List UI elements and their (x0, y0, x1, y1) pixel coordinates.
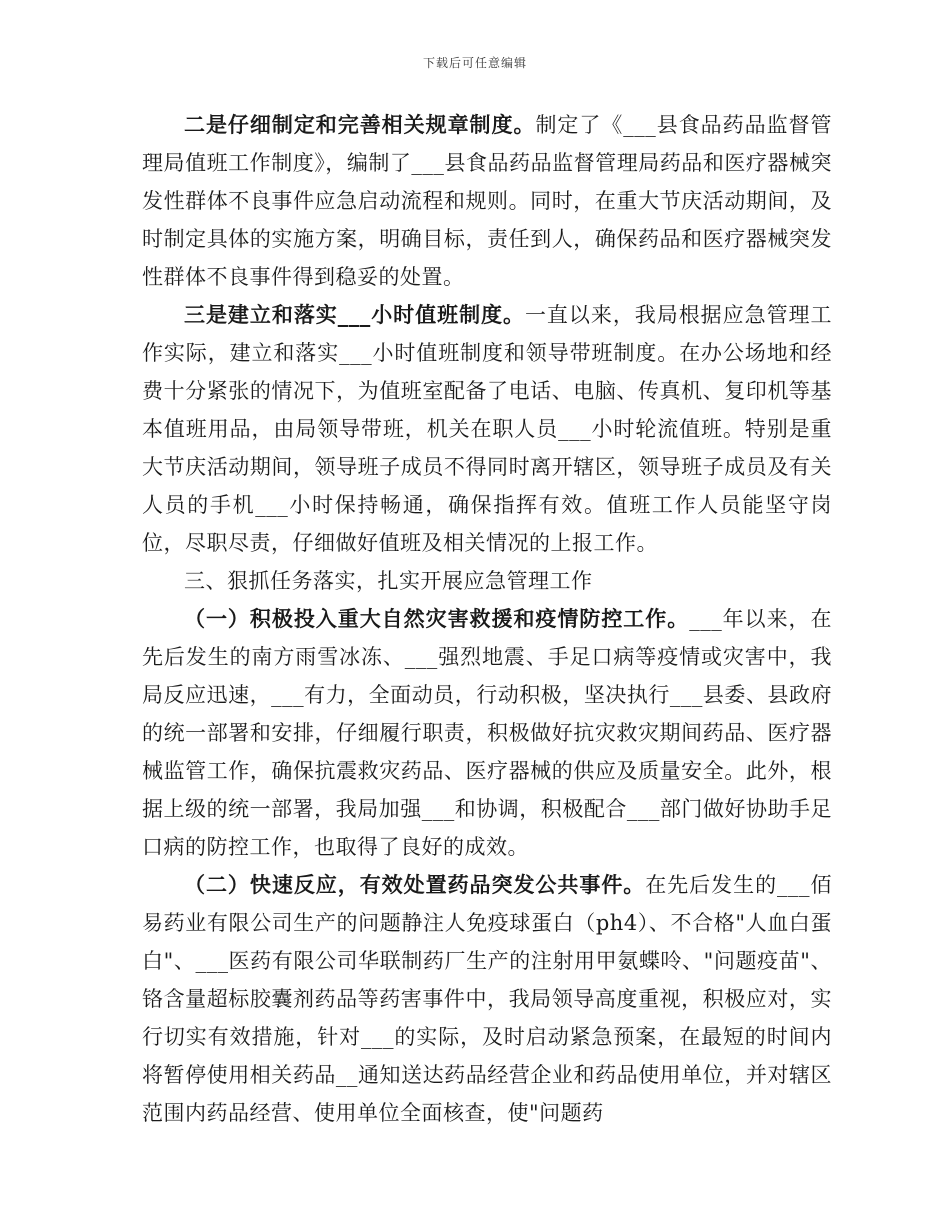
subsection-body: 在先后发生的___佰易药业有限公司生产的问题静注人免疫球蛋白（ph4）、不合格"人血白蛋白"、___医药有限公司华联制药厂生产的注射用甲氨蝶呤、"问题疫苗"、铬含量超标胶囊剂药品等药害事件中，我局领导高度重视，积极应对，实行切实有效措施，针对___的实际，及时启动紧急预案，在最短的时间内将暂停使用相关药品__通知送达药品经营企业和药品使用单位，并对辖区范围内药品经营、使用单位全面核查，使"问题药 (142, 873, 832, 1125)
section-heading: 三、狠抓任务落实，扎实开展应急管理工作 (184, 569, 593, 593)
page-header-note: 下载后可任意编辑 (422, 56, 527, 70)
paragraph-lead: 三是建立和落实___小时值班制度。 (184, 302, 525, 327)
subsection-disaster-relief (142, 600, 832, 866)
document-body (142, 106, 832, 1132)
subsection-lead: （一）积极投入重大自然灾害救援和疫情防控工作。 (184, 606, 690, 631)
subsection-lead: （二）快速反应，有效处置药品突发公共事件。 (184, 872, 646, 897)
subsection-drug-incidents (142, 866, 832, 1132)
paragraph-rules-system (142, 106, 832, 296)
paragraph-body: 制定了《___县食品药品监督管理局值班工作制度》，编制了___县食品药品监督管理局药品和医疗器械突发性群体不良事件应急启动流程和规则。同时，在重大节庆活动期间，及时制定具体的实施方案，明确目标，责任到人，确保药品和医疗器械突发性群体不良事件得到稳妥的处置。 (142, 113, 833, 289)
subsection-body: ___年以来，在先后发生的南方雨雪冰冻、___强烈地震、手足口病等疫情或灾害中，我局反应迅速，___有力，全面动员，行动积极，坚决执行___县委、县政府的统一部署和安排，仔细履行职责，积极做好抗灾救灾期间药品、医疗器械监管工作，确保抗震救灾药品、医疗器械的供应及质量安全。此外，根据上级的统一部署，我局加强___和协调，积极配合___部门做好协助手足口病的防控工作，也取得了良好的成效。 (142, 607, 833, 859)
paragraph-lead: 二是仔细制定和完善相关规章制度。 (184, 112, 536, 137)
paragraph-duty-system (142, 296, 832, 562)
paragraph-body: 一直以来，我局根据应急管理工作实际，建立和落实___小时值班制度和领导带班制度。在办公场地和经费十分紧张的情况下，为值班室配备了电话、电脑、传真机、复印机等基本值班用品，由局领导带班，机关在职人员___小时轮流值班。特别是重大节庆活动期间，领导班子成员不得同时离开辖区，领导班子成员及有关人员的手机___小时保持畅通，确保指挥有效。值班工作人员能坚守岗位，尽职尽责，仔细做好值班及相关情况的上报工作。 (142, 303, 833, 555)
